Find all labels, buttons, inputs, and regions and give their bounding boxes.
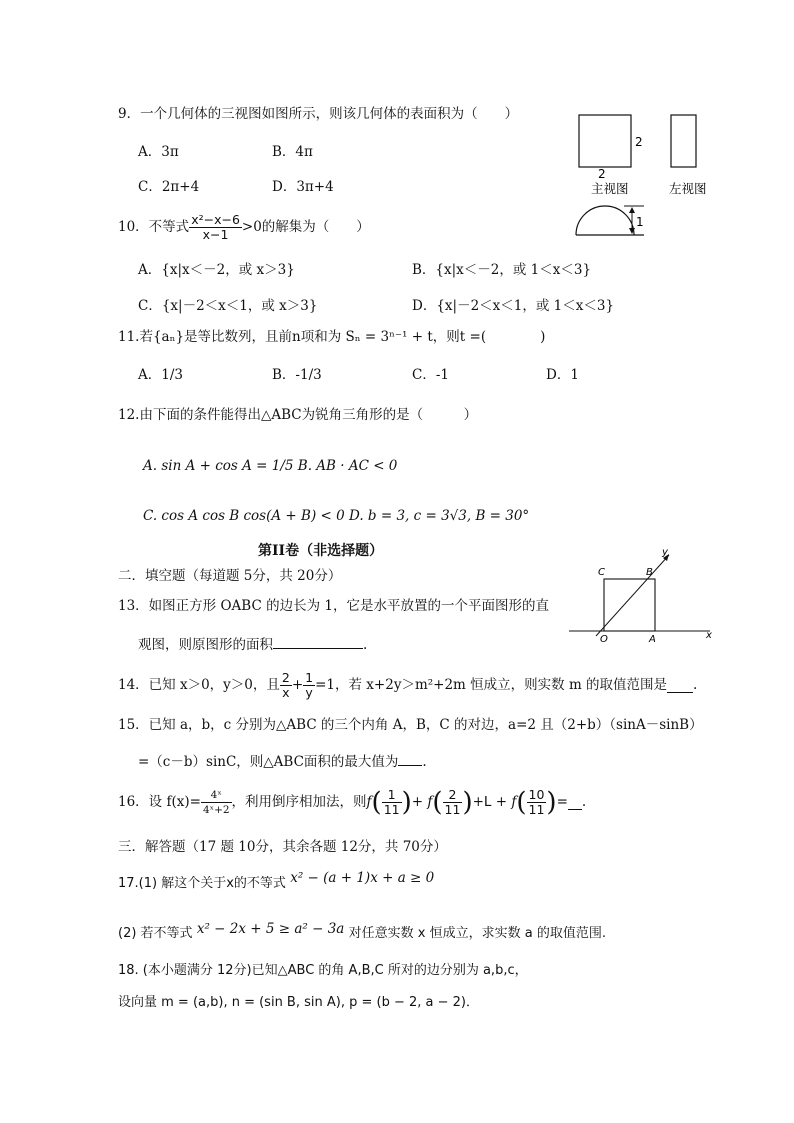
square-oabc bbox=[604, 579, 655, 631]
q10-stem bbox=[118, 210, 370, 244]
q15-line1: 15．已知 a，b，c 分别为△ABC 的三个内角 A，B，C 的对边，a=2 且（2+b）（sinA－sinB） bbox=[118, 717, 703, 733]
y-axis bbox=[596, 555, 669, 636]
q13-answer-blank bbox=[273, 634, 363, 649]
y-axis-label: y bbox=[662, 547, 668, 558]
q9-three-view-figure bbox=[568, 105, 728, 245]
left-view-label: 左视图 bbox=[669, 181, 707, 196]
label-C: C bbox=[598, 567, 605, 578]
q16-arg-2: $\frac{2}{11}$ bbox=[444, 787, 461, 817]
x-axis-label: x bbox=[706, 630, 712, 641]
q10-option-d: D．{x|－2＜x＜1，或 1＜x＜3} bbox=[412, 298, 615, 314]
q11-option-b: B．-1/3 bbox=[272, 367, 322, 383]
label-B: B bbox=[646, 567, 653, 578]
main-view-square bbox=[579, 115, 631, 167]
q15-line2: =（c－b）sinC，则△ABC面积的最大值为 . bbox=[138, 751, 427, 771]
q9-option-b: B．4π bbox=[272, 144, 313, 160]
q12-stem: 12.由下面的条件能得出△ABC为锐角三角形的是（ ） bbox=[118, 407, 478, 423]
label-A: A bbox=[649, 634, 656, 645]
q10-prefix: 10．不等式 bbox=[118, 219, 190, 235]
q18-line2: 设向量 m = (a,b), n = (sin B, sin A), p = (b − 2, a − 2)． bbox=[118, 995, 479, 1010]
q10-frac-num: x²−x−6 bbox=[191, 212, 240, 227]
q13-square-figure bbox=[566, 545, 718, 645]
q10-option-c: C．{x|－2＜x＜1，或 x＞3} bbox=[138, 298, 318, 314]
q17-part2: (2) 若不等式 x² − 2x + 5 ≥ a² − 3a 对任意实数 x 恒成立，求实数 a 的取值范围. bbox=[118, 921, 606, 941]
q15-answer-blank bbox=[398, 751, 422, 766]
dim-semicircle-label: 1 bbox=[636, 215, 644, 229]
q10-option-a: A．{x|x＜－2，或 x＞3} bbox=[138, 262, 295, 278]
q13-line1: 13．如图正方形 OABC 的边长为 1，它是水平放置的一个平面图形的直 bbox=[118, 598, 549, 614]
q9-option-c: C．2π+4 bbox=[138, 179, 200, 195]
q14-stem: 14．已知 x＞0，y＞0，且 $\frac{2}{x}$ + $\frac{1}{y}$ =1，若 x+2y＞m²+2m 恒成立，则实数 m 的取值范围是 . bbox=[118, 670, 698, 700]
q17-part1: 17.(1) 解这个关于x的不等式 x² − (a + 1)x + a ≥ 0 bbox=[118, 870, 435, 891]
q11-option-a: A．1/3 bbox=[138, 367, 183, 383]
q11-option-d: D．1 bbox=[546, 367, 579, 383]
q12-options-ab: A. sin A + cos A = 1/5 B. AB · AC < 0 bbox=[143, 458, 398, 474]
q10-frac-den: x−1 bbox=[202, 227, 229, 242]
q16-arg-10: $\frac{10}{11}$ bbox=[528, 787, 545, 817]
q9-option-a: A．3π bbox=[138, 144, 179, 160]
section2-header: 二．填空题（每道题 5分，共 20分） bbox=[118, 568, 342, 584]
dim-width-label: 2 bbox=[598, 167, 606, 181]
q9-stem: 9．一个几何体的三视图如图所示，则该几何体的表面积为（ ） bbox=[118, 106, 519, 122]
q16-arg-1: $\frac{1}{11}$ bbox=[383, 787, 400, 817]
q16-stem: 16．设 f(x)= $\frac{\text{4ˣ}}{\text{4ˣ+2}}$ ，利用倒序相加法，则f( $\frac{1}{11}$ )+ f( $\frac{2}{11}$ )+L + f( $\frac{10}{11}$ )= . bbox=[118, 787, 587, 818]
section3-header: 三．解答题（17 题 10分，其余各题 12分，共 70分） bbox=[118, 839, 447, 855]
q16-answer-blank bbox=[568, 795, 582, 810]
q11-option-c: C．-1 bbox=[412, 367, 449, 383]
volume-title: 第II卷（非选择题） bbox=[258, 543, 384, 559]
q14-frac-1-over-y: $\frac{1}{y}$ bbox=[305, 670, 314, 700]
q10-suffix: >0的解集为（ ） bbox=[241, 219, 370, 235]
q18-line1: 18. (本小题满分 12分)已知△ABC 的角 A,B,C 所对的边分别为 a,b,c， bbox=[118, 963, 528, 978]
dim-arrow-up bbox=[629, 207, 635, 213]
top-view-semicircle bbox=[576, 206, 634, 235]
left-view-rect bbox=[671, 115, 696, 167]
q16-f-definition: $\frac{\text{4ˣ}}{\text{4ˣ+2}}$ bbox=[202, 789, 230, 816]
dim-height-label: 2 bbox=[635, 135, 643, 149]
q9-option-d: D．3π+4 bbox=[272, 179, 334, 195]
q11-stem: 11.若{aₙ}是等比数列，且前n项和为 Sₙ = 3ⁿ⁻¹ + t，则t =( ) bbox=[118, 329, 546, 345]
main-view-label: 主视图 bbox=[591, 181, 629, 196]
q12-options-cd: C. cos A cos B cos(A + B) < 0 D. b = 3, c = 3√3, B = 30° bbox=[143, 508, 530, 524]
q14-answer-blank bbox=[667, 678, 693, 693]
q10-fraction bbox=[189, 213, 242, 242]
label-O: O bbox=[600, 634, 608, 645]
q14-frac-2-over-x: $\frac{2}{x}$ bbox=[281, 670, 290, 700]
q10-option-b: B．{x|x＜－2，或 1＜x＜3} bbox=[412, 262, 592, 278]
q13-line2: 观图，则原图形的面积 . bbox=[138, 634, 367, 654]
